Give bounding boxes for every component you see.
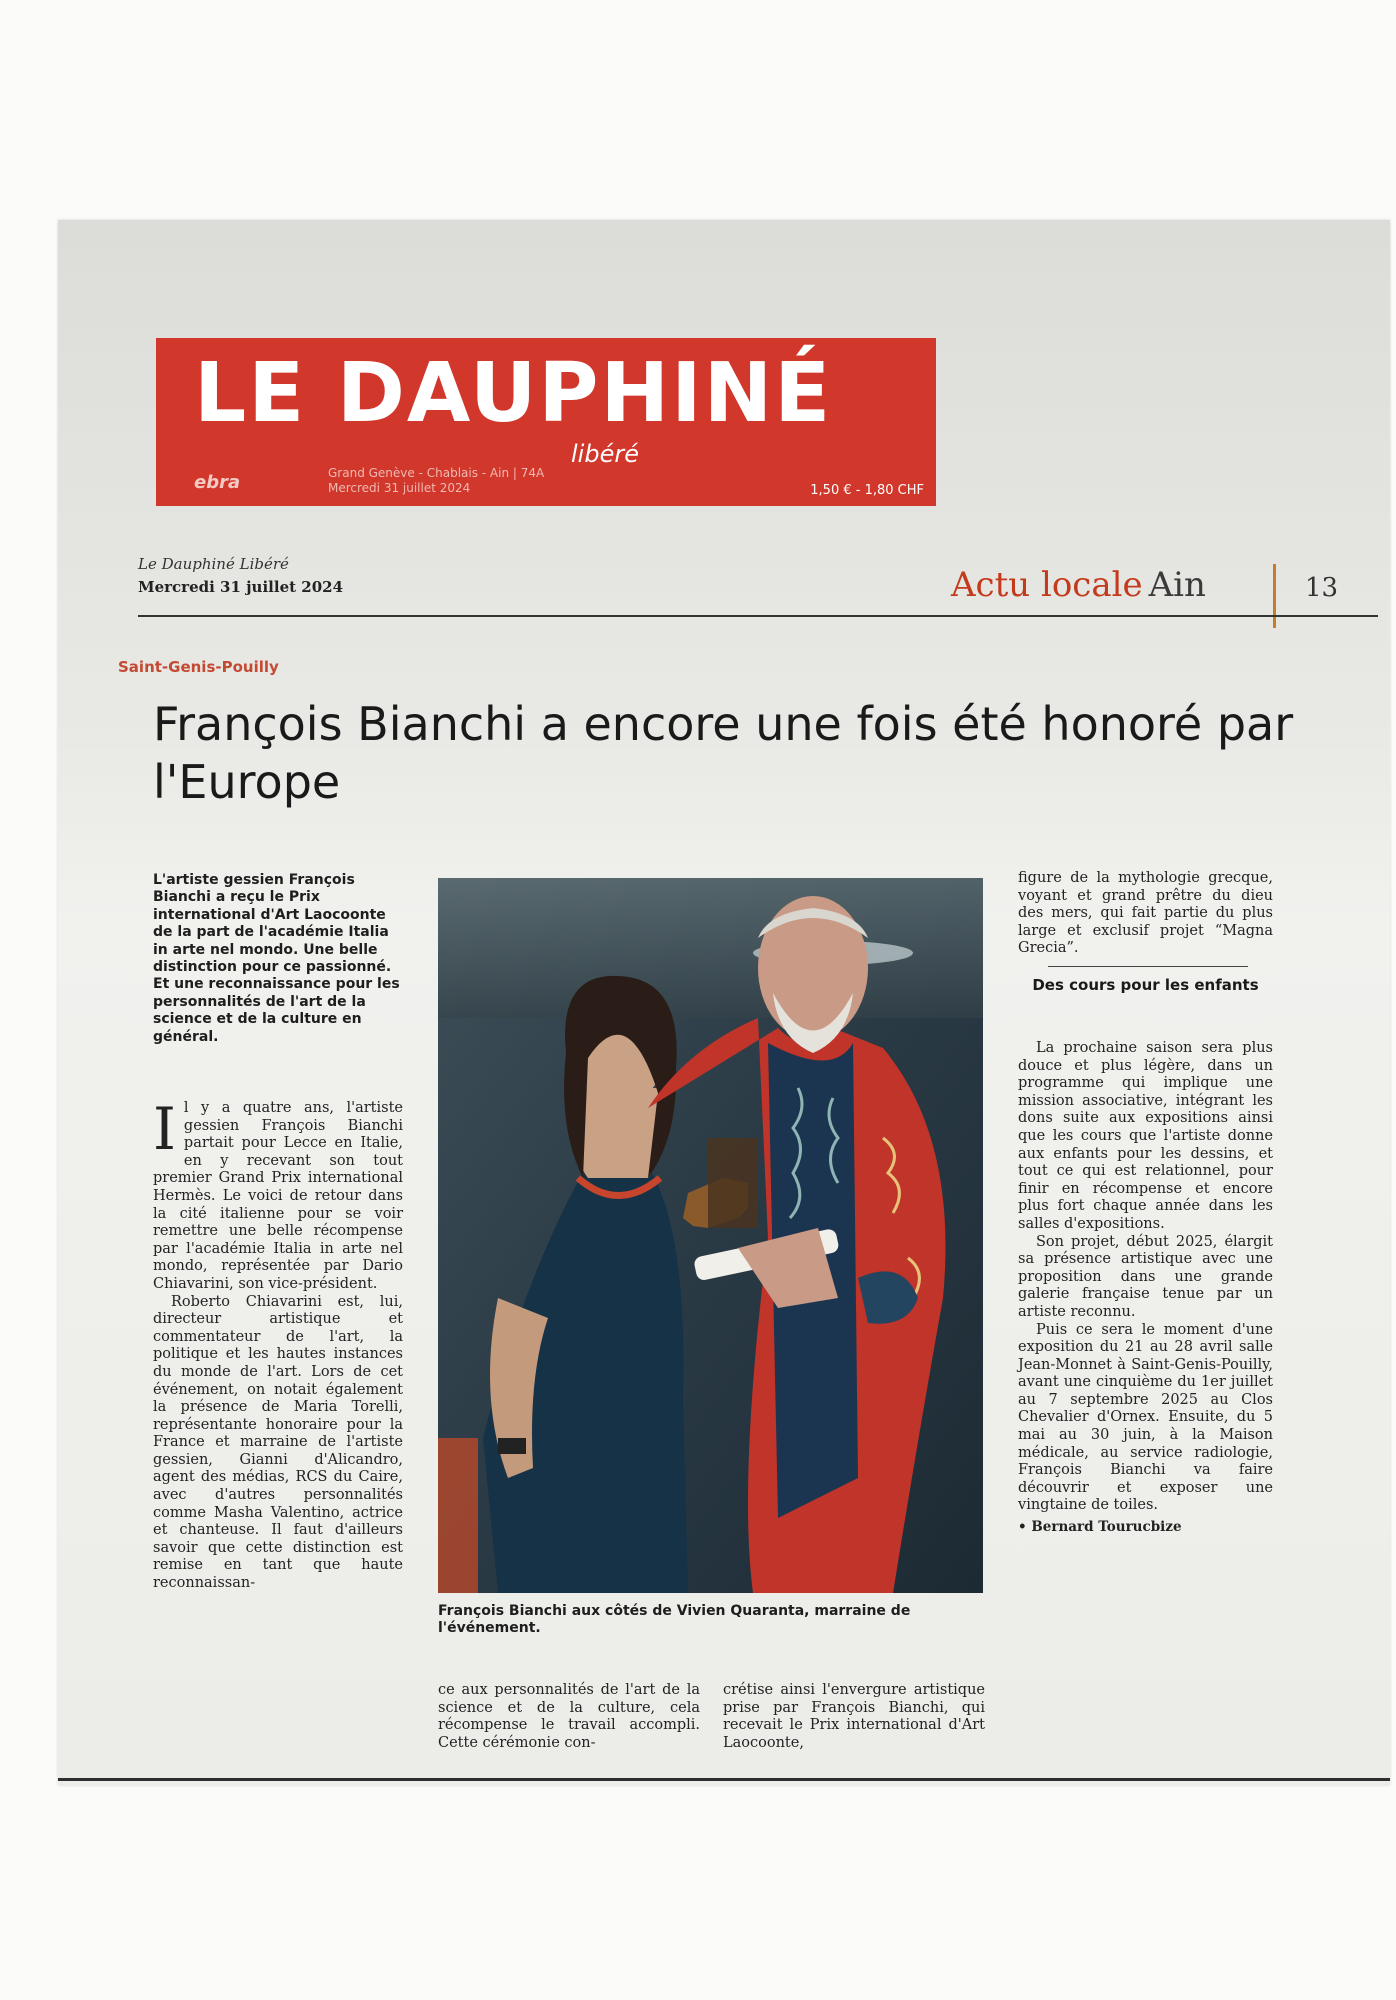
paragraph: Son projet, début 2025, élargit sa présence artistique avec une proposition dans une grande galerie française tenue par un artiste reconnu. bbox=[1018, 1233, 1273, 1320]
article-kicker: Saint-Genis-Pouilly bbox=[118, 658, 279, 676]
ebra-logo: ebra bbox=[194, 472, 241, 493]
paper-date: Mercredi 31 juillet 2024 bbox=[138, 578, 344, 596]
paragraph: l y a quatre ans, l'artiste gessien François Bianchi partait pour Lecce en Italie, en y recevant son tout premier Grand Prix international Hermès. Le voici de retour dans la cité italienne pour se voir remettre une belle récompense par l'académie Italia in arte nel mondo, représentée par Dario Chiavarini, son vice-président. bbox=[153, 1100, 403, 1292]
paragraph: crétise ainsi l'envergure artistique prise par François Bianchi, qui recevait le Prix international d'Art Laocoonte, bbox=[723, 1682, 985, 1751]
masthead-title: LE DAUPHINÉ bbox=[194, 346, 833, 441]
masthead bbox=[156, 338, 936, 506]
byline: • Bernard Tourucbize bbox=[1018, 1519, 1182, 1536]
drop-cap: I bbox=[153, 1095, 176, 1163]
paragraph: Roberto Chiavarini est, lui, directeur artistique et commentateur de l'art, la politique et les hautes instances du monde de l'art. Lors de cet événement, on notait également la présence de Maria Torelli, représentante honoraire pour la France et marraine de l'artiste gessien, Gianni d'Alicandro, agent des médias, RCS du Caire, avec d'autres personnalités comme Masha Valentino, actrice et chanteuse. Il faut d'ailleurs savoir que cette distinction est remise en tant que haute reconnaissan- bbox=[153, 1293, 403, 1592]
section-region: Ain bbox=[1148, 565, 1206, 605]
paper-name: Le Dauphiné Libéré bbox=[138, 555, 289, 573]
footer-rule bbox=[58, 1778, 1390, 1781]
paragraph: La prochaine saison sera plus douce et plus légère, dans un programme qui implique une mission associative, intégrant les dons suite aux expositions ainsi que les cours que l'artiste donne aux enfants pour les dessins, et tout ce qui est relationnel, pour finir en récompense et encore plus fort chaque année dans les salles d'expositions. bbox=[1018, 1040, 1273, 1232]
article-photo bbox=[438, 878, 983, 1593]
section-label: Actu locale bbox=[951, 565, 1143, 605]
article-column-4 bbox=[1018, 870, 1273, 958]
header-rule bbox=[138, 615, 1378, 617]
section-divider bbox=[1273, 564, 1276, 628]
edition-regions: Grand Genève - Chablais - Ain | 74A bbox=[328, 466, 545, 480]
article-headline: François Bianchi a encore une fois été honoré par l'Europe bbox=[153, 697, 1294, 809]
article-column-3 bbox=[723, 1682, 985, 1752]
masthead-price: 1,50 € - 1,80 CHF bbox=[810, 483, 924, 498]
paragraph: figure de la mythologie grecque, voyant et grand prêtre du dieu des mers, qui fait partie du plus large et exclusif projet “Magna Grecia”. bbox=[1018, 870, 1273, 957]
masthead-edition bbox=[328, 466, 544, 496]
article-subhead: Des cours pour les enfants bbox=[1032, 976, 1259, 994]
article-chapo: L'artiste gessien François Bianchi a reçu le Prix international d'Art Laocoonte de la part de l'académie Italia in arte nel mondo. Une belle distinction pour ce passionné. Et une reconnaissance pour les personnalités de l'art de la science et de la culture en général. bbox=[153, 872, 400, 1045]
article-column-2 bbox=[438, 1682, 700, 1752]
edition-date: Mercredi 31 juillet 2024 bbox=[328, 481, 471, 495]
paragraph: ce aux personnalités de l'art de la science et de la culture, cela récompense le travail accompli. Cette cérémonie con- bbox=[438, 1682, 700, 1751]
paragraph: Puis ce sera le moment d'une exposition du 21 au 28 avril salle Jean-Monnet à Saint-Genis-Pouilly, avant une cinquième du 1er juillet au 7 septembre 2025 au Clos Chevalier d'Ornex. Ensuite, du 5 mai au 30 juin, à la Maison médicale, au service radiologie, François Bianchi va faire découvrir et exposer une vingtaine de toiles. bbox=[1018, 1321, 1273, 1514]
section-title bbox=[951, 565, 1206, 605]
subhead-separator bbox=[1048, 966, 1248, 967]
masthead-subtitle: libéré bbox=[571, 440, 639, 468]
page-number: 13 bbox=[1305, 573, 1339, 603]
photo-caption: François Bianchi aux côtés de Vivien Quaranta, marraine de l'événement. bbox=[438, 1603, 911, 1636]
article-column-5 bbox=[1018, 1040, 1273, 1537]
newspaper-clipping bbox=[58, 220, 1390, 1785]
article-column-1 bbox=[153, 1095, 403, 1593]
